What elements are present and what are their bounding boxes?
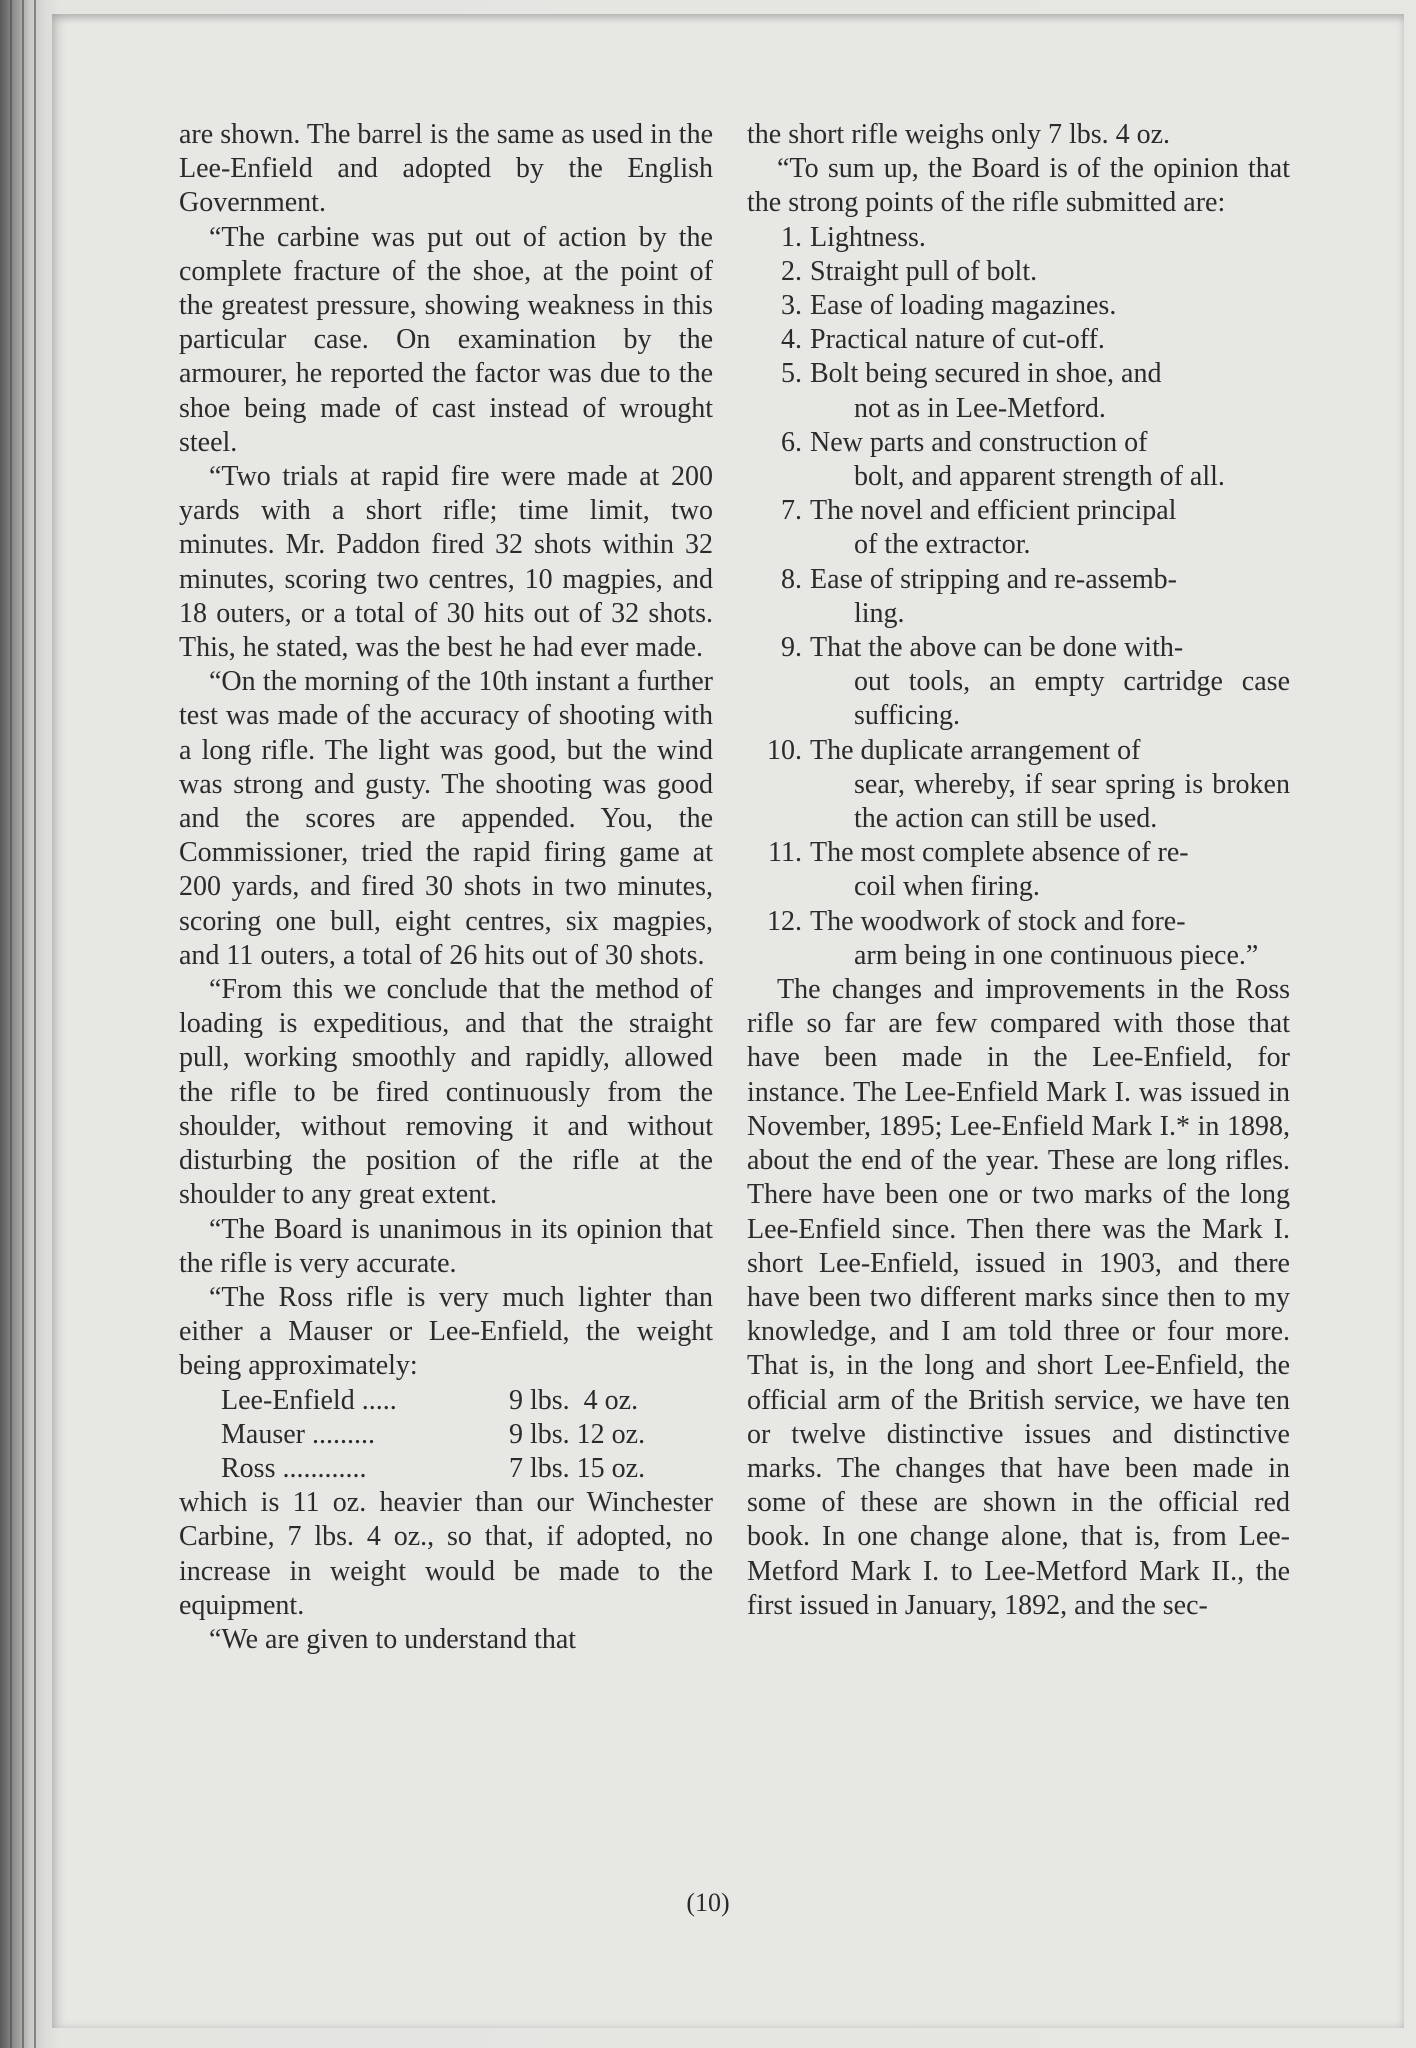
paragraph: “The Ross rifle is very much lighter than either a Mauser or Lee-Enfield, the weight being approximately: <box>179 1281 713 1382</box>
list-item <box>747 905 1290 973</box>
binding-edge-line <box>22 0 24 2048</box>
item-text-continued: out tools, an empty cartridge case sufficing. <box>854 666 1290 732</box>
item-text-continued: not as in Lee-Metford. <box>854 392 1106 424</box>
weights-row <box>179 1384 713 1418</box>
right-column <box>747 118 1290 1623</box>
item-text-continued: arm being in one continuous piece.” <box>854 939 1259 971</box>
paragraph: “We are given to understand that <box>209 1623 577 1655</box>
item-text-continued: bolt, and apparent strength of all. <box>854 461 1225 493</box>
weight-value: 9 lbs. 4 oz. <box>509 1384 639 1416</box>
list-item <box>747 426 1290 494</box>
weight-value: 9 lbs. 12 oz. <box>509 1418 646 1450</box>
list-item <box>747 734 1290 837</box>
item-text-continued: ling. <box>854 597 905 629</box>
list-item <box>747 836 1290 904</box>
item-text: That the above can be done with- <box>810 632 1184 664</box>
item-number: 2. <box>781 255 802 287</box>
item-text: Bolt being secured in shoe, and <box>810 358 1162 390</box>
list-item <box>747 289 1290 323</box>
item-text: The duplicate arrangement of <box>810 734 1141 766</box>
paragraph: the short rifle weighs only 7 lbs. 4 oz. <box>747 119 1171 150</box>
strong-points-list <box>747 221 1290 973</box>
item-text: The novel and efficient principal <box>810 495 1177 527</box>
paragraph: “The Board is unanimous in its opinion that the rifle is very accurate. <box>179 1213 713 1279</box>
item-number: 9. <box>781 632 802 664</box>
paragraph: which is 11 oz. heavier than our Winchester Carbine, 7 lbs. 4 oz., so that, if adopted, no increase in weight would be made to the equipment. <box>179 1487 713 1621</box>
item-text-continued: sear, whereby, if sear spring is broken the action can still be used. <box>854 768 1290 835</box>
item-text-continued: coil when firing. <box>854 871 1040 903</box>
paragraph: “The carbine was put out of action by the complete fracture of the shoe, at the point of the greatest pressure, showing weakness in this particular case. On examination by the armourer, he reported the factor was due to the shoe being made of cast instead of wrought steel. <box>179 221 713 458</box>
list-item <box>747 357 1290 425</box>
item-text: The woodwork of stock and fore- <box>810 905 1186 937</box>
item-text: New parts and construction of <box>810 426 1148 458</box>
item-text: Ease of stripping and re-assemb- <box>810 563 1177 595</box>
paragraph: “Two trials at rapid fire were made at 200 yards with a short rifle; time limit, two minutes. Mr. Paddon fired 32 shots within 32 minutes, scoring two centres, 10 magpies, and 18 outers, or a total of 30 hits out of 32 shots. This, he stated, was the best he had ever made. <box>179 461 713 664</box>
item-text: Practical nature of cut-off. <box>810 324 1105 356</box>
paragraph: The changes and improvements in the Ross rifle so far are few compared with those that have been made in the Lee-Enfield, for instance. The Lee-Enfield Mark I. was issued in November, 1895; Lee-Enfield Mark I.* in 1898, about the end of the year. These are long rifles. There have been one or two marks of the long Lee-Enfield since. Then there was the Mark I. short Lee-Enfield, issued in 1903, and there have been two different marks since then to my knowledge, and I am told three or four more. That is, in the long and short Lee-Enfield, the official arm of the British service, we have ten or twelve distinctive issues and distinctive marks. The changes that have been made in some of these are shown in the official red book. In one change alone, that is, from Lee-Metford Mark I. to Lee-Metford Mark II., the first issued in January, 1892, and the sec- <box>747 974 1290 1621</box>
weight-value: 7 lbs. 15 oz. <box>509 1452 646 1484</box>
binding-edge-line <box>10 0 12 2048</box>
item-number: 4. <box>781 324 802 356</box>
item-text: Ease of loading magazines. <box>810 290 1117 322</box>
item-number: 5. <box>781 358 802 390</box>
weight-rifle-name: Lee-Enfield ..... <box>221 1384 397 1416</box>
paragraph: “To sum up, the Board is of the opinion that the strong points of the rifle submitted are: <box>747 153 1290 219</box>
item-number: 8. <box>781 563 802 595</box>
list-item <box>747 221 1290 255</box>
page-number: (10) <box>686 1888 730 1917</box>
list-item <box>747 631 1290 734</box>
weight-rifle-name: Ross ............ <box>221 1452 367 1484</box>
item-text-continued: of the extractor. <box>854 529 1031 561</box>
weights-row <box>179 1452 713 1486</box>
list-item <box>747 563 1290 631</box>
paragraph: “From this we conclude that the method of loading is expeditious, and that the straight pull, working smoothly and rapidly, allowed the rifle to be fired continuously from the shoulder, without removing it and without disturbing the position of the rifle at the shoulder to any great extent. <box>179 974 713 1211</box>
item-number: 12. <box>767 905 802 937</box>
left-column <box>179 118 713 1657</box>
weights-row <box>179 1418 713 1452</box>
item-text: Lightness. <box>810 221 926 253</box>
weight-rifle-name: Mauser ......... <box>221 1418 375 1450</box>
list-item <box>747 255 1290 289</box>
binding-edge-line <box>34 0 36 2048</box>
item-number: 10. <box>767 734 802 766</box>
paragraph: are shown. The barrel is the same as used in the Lee-Enfield and adopted by the English Government. <box>179 119 713 219</box>
list-item <box>747 323 1290 357</box>
paragraph: “On the morning of the 10th instant a further test was made of the accuracy of shooting with a long rifle. The light was good, but the wind was strong and gusty. The shooting was good and the scores are appended. You, the Commissioner, tried the rapid firing game at 200 yards, and fired 30 shots in two minutes, scoring one bull, eight centres, six magpies, and 11 outers, a total of 26 hits out of 30 shots. <box>179 666 713 971</box>
item-number: 3. <box>781 290 802 322</box>
item-number: 7. <box>781 495 802 527</box>
item-number: 6. <box>781 426 802 458</box>
item-number: 1. <box>781 221 802 253</box>
weights-table <box>179 1384 713 1487</box>
item-text: Straight pull of bolt. <box>810 255 1038 287</box>
list-item <box>747 494 1290 562</box>
item-number: 11. <box>768 837 802 869</box>
item-text: The most complete absence of re- <box>810 837 1189 869</box>
